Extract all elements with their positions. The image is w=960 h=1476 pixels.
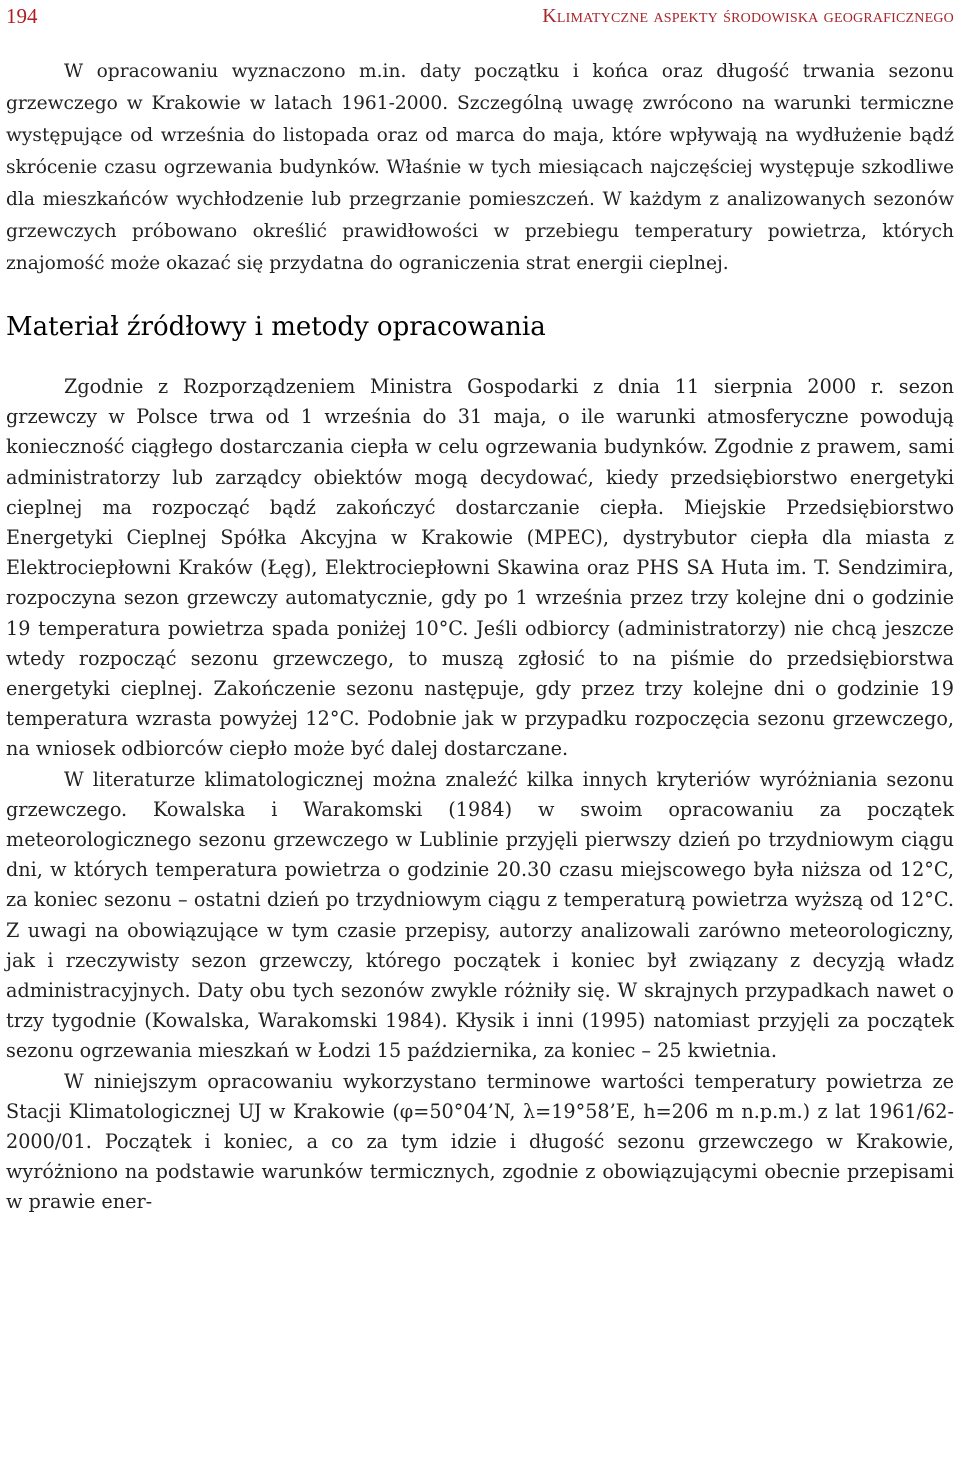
section-heading: Materiał źródłowy i metody opracowania bbox=[6, 312, 546, 342]
section-paragraph-3: W niniejszym opracowaniu wykorzystano terminowe wartości temperatury powietrza ze Stacji Klimatologicznej UJ w Krakowie (φ=50°04’N, λ=19°58’E, h=206 m n.p.m.) z lat 1961/62-2000/01. Początek i koniec, a co za tym idzie i długość sezonu grzewczego w Krakowie, wyróżniono na podstawie warunków termicznych, zgodnie z obowiązującymi obecnie przepisami w prawie ener- bbox=[6, 1069, 954, 1214]
page-header bbox=[6, 0, 954, 40]
running-title: Klimatyczne aspekty środowiska geograficznego bbox=[542, 5, 954, 27]
document-page bbox=[6, 0, 954, 1218]
intro-paragraph: W opracowaniu wyznaczono m.in. daty początku i końca oraz długość trwania sezonu grzewczego w Krakowie w latach 1961-2000. Szczególną uwagę zwrócono na warunki termiczne występujące od września do listopada oraz od marca do maja, które wpływają na wydłużenie bądź skrócenie czasu ogrzewania budynków. Właśnie w tych miesiącach najczęściej występuje szkodliwe dla mieszkańców wychłodzenie lub przegrzanie pomieszczeń. W każdym z analizowanych sezonów grzewczych próbowano określić prawidłowości w przebiegu temperatury powietrza, których znajomość może okazać się przydatna do ograniczenia strat energii cieplnej. bbox=[6, 61, 954, 274]
section-text bbox=[6, 372, 954, 1218]
section-paragraph-2: W literaturze klimatologicznej można znaleźć kilka innych kryteriów wyróżniania sezonu grzewczego. Kowalska i Warakomski (1984) w swoim opracowaniu za początek meteorologicznego sezonu grzewczego w Lublinie przyjęli pierwszy dzień po trzydniowym ciągu dni, w których temperatura powietrza o godzinie 20.30 czasu miejscowego była niższa od 12°C, za koniec sezonu – ostatni dzień po trzydniowym ciągu z temperaturą powietrza wyższą od 12°C. Z uwagi na obowiązujące w tym czasie przepisy, autorzy analizowali zarówno meteorologiczny, jak i rzeczywisty sezon grzewczy, którego początek i koniec był związany z decyzją władz administracyjnych. Daty obu tych sezonów zwykle różniły się. W skrajnych przypadkach nawet o trzy tygodnie (Kowalska, Warakomski 1984). Kłysik i inni (1995) natomiast przyjęli za początek sezonu ogrzewania mieszkań w Łodzi 15 października, za koniec – 25 kwietnia. bbox=[6, 767, 954, 1063]
intro-text bbox=[6, 56, 954, 280]
page-number: 194 bbox=[6, 4, 38, 28]
section-paragraph-1: Zgodnie z Rozporządzeniem Ministra Gospodarki z dnia 11 sierpnia 2000 r. sezon grzewczy w Polsce trwa od 1 września do 31 maja, o ile warunki atmosferyczne powodują konieczność ciągłego dostarczania ciepła w celu ogrzewania budynków. Zgodnie z prawem, sami administratorzy lub zarządcy obiektów mogą decydować, kiedy przedsiębiorstwo energetyki cieplnej ma rozpocząć bądź zakończyć dostarczanie ciepła. Miejskie Przedsiębiorstwo Energetyki Cieplnej Spółka Akcyjna w Krakowie (MPEC), dystrybutor ciepła dla miasta z Elektrociepłowni Kraków (Łęg), Elektrociepłowni Skawina oraz PHS SA Huta im. T. Sendzimira, rozpoczyna sezon grzewczy automatycznie, gdy po 1 września przez trzy kolejne dni o godzinie 19 temperatura powietrza spada poniżej 10°C. Jeśli odbiorcy (administratorzy) nie chcą jeszcze wtedy rozpocząć sezonu grzewczego, to muszą zgłosić to na piśmie do przedsiębiorstwa energetyki cieplnej. Zakończenie sezonu następuje, gdy przez trzy kolejne dni o godzinie 19 temperatura wzrasta powyżej 12°C. Podobnie jak w przypadku rozpoczęcia sezonu grzewczego, na wniosek odbiorców ciepło może być dalej dostarczane. bbox=[6, 375, 954, 761]
